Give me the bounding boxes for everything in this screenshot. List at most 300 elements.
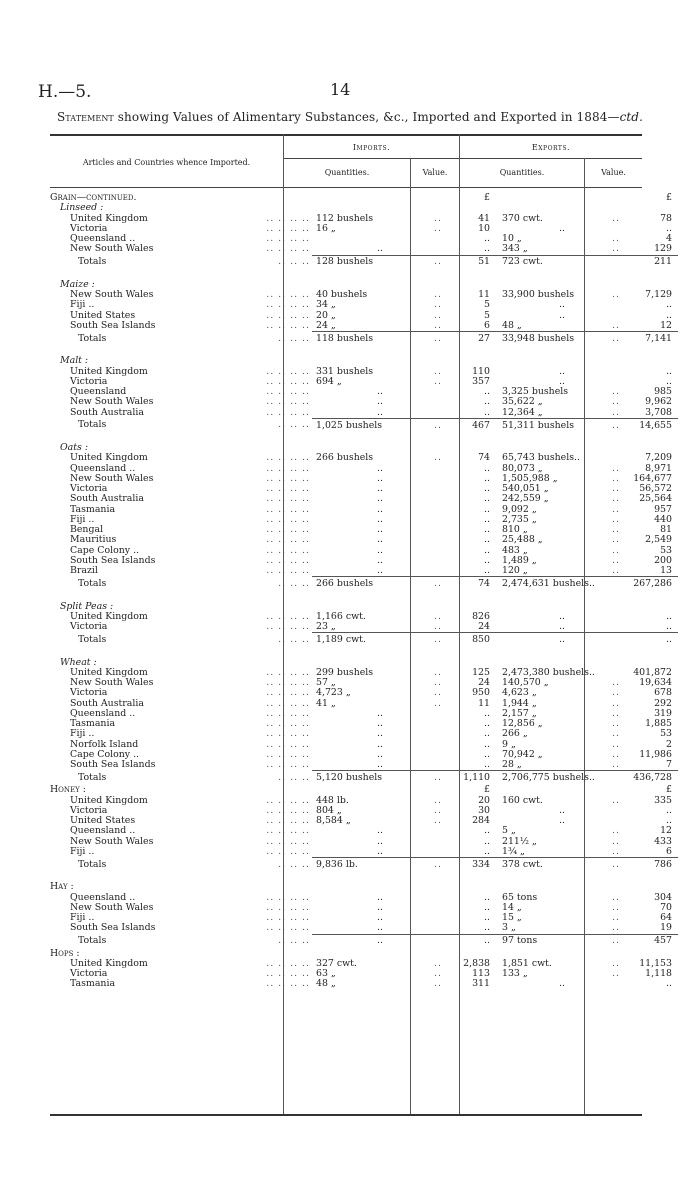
import-quantity-cell	[312, 699, 444, 709]
export-value-cell	[622, 556, 678, 566]
category-row	[50, 193, 678, 203]
cell-value: 436,728	[633, 772, 672, 784]
leader-dots: ..	[612, 234, 620, 244]
cell-value: ..	[484, 719, 490, 729]
import-value-cell	[444, 969, 498, 979]
leader-dots: .. .. .. ..	[266, 979, 310, 990]
cell-value: 804 „	[316, 805, 342, 816]
export-value-cell	[622, 678, 678, 688]
export-value-cell	[622, 826, 678, 836]
article-label: Fiji ..	[70, 913, 95, 923]
cell-value: 164,677	[633, 473, 672, 484]
cell-value: 1,944 „	[502, 698, 537, 709]
import-quantity-cell	[312, 903, 444, 913]
import-quantity-cell	[312, 979, 444, 989]
table-row	[50, 546, 678, 556]
cell-value: ..	[377, 760, 383, 770]
article-cell	[50, 771, 312, 786]
leader-dots: .. .. .. ..	[266, 525, 310, 535]
leader-dots: .. .. .. ..	[266, 514, 310, 525]
export-value-cell	[622, 893, 678, 903]
cell-value: 266 „	[502, 729, 528, 740]
article-cell	[50, 464, 312, 474]
leader-dots: ..	[434, 634, 442, 646]
import-value-cell	[444, 872, 498, 882]
leader-dots: .. .. .. ..	[266, 749, 310, 760]
leader-dots: .. .. .. ..	[266, 494, 310, 505]
export-value-cell	[622, 290, 678, 300]
article-label: United Kingdom	[70, 958, 148, 969]
cell-value: ..	[484, 566, 490, 576]
export-value-cell	[622, 484, 678, 494]
article-label: Victoria	[70, 805, 108, 816]
export-value-cell	[622, 203, 678, 213]
leader-dots: ..	[612, 719, 620, 729]
export-value-cell	[622, 647, 678, 657]
leader-dots: ..	[434, 611, 442, 622]
cell-value: 14 „	[502, 902, 522, 913]
article-label: Victoria	[70, 622, 108, 632]
article-cell	[50, 300, 312, 310]
table-row	[50, 699, 678, 709]
table-row	[50, 796, 678, 806]
export-value-cell	[622, 591, 678, 601]
export-quantity-cell	[498, 367, 622, 377]
article-cell	[50, 453, 312, 463]
import-quantity-cell	[312, 311, 444, 321]
spacer-row	[50, 647, 678, 657]
import-quantity-cell	[312, 949, 444, 959]
cell-value: ..	[377, 504, 383, 515]
cell-value: 467	[472, 419, 490, 431]
article-cell: Hay :	[50, 882, 74, 893]
cell-value: 28 „	[502, 760, 522, 770]
export-value-cell	[622, 760, 678, 771]
leader-dots: ..	[612, 858, 620, 870]
article-cell	[50, 535, 312, 545]
cell-value: 7,129	[645, 290, 672, 300]
header-subrule	[284, 158, 642, 159]
export-quantity-cell	[498, 387, 622, 397]
import-value-cell	[444, 882, 498, 892]
import-value-cell	[444, 923, 498, 934]
leader-dots: ..	[612, 484, 620, 494]
cell-value: ..	[377, 494, 383, 505]
cell-value: ..	[377, 739, 383, 750]
cell-value: 129	[654, 244, 672, 255]
article-cell	[50, 826, 312, 836]
leader-dots: ..	[434, 667, 442, 678]
article-label: New South Wales	[70, 397, 154, 408]
import-value-cell	[444, 729, 498, 739]
cell-value: 6	[484, 320, 490, 331]
cell-value: ..	[484, 387, 490, 397]
leader-dots: .. .. .. ..	[266, 504, 310, 515]
leader-dots: .. .. ..	[278, 633, 310, 645]
cell-value: 1,025 bushels	[316, 419, 383, 431]
cell-value: 64	[660, 913, 672, 923]
cell-value: 20 „	[316, 310, 336, 321]
import-quantity-cell	[312, 806, 444, 816]
cell-value: 850	[472, 634, 490, 646]
leader-dots: ..	[434, 979, 442, 990]
import-quantity-cell	[312, 408, 444, 419]
article-cell	[50, 934, 312, 949]
table-row	[50, 622, 678, 633]
import-quantity-cell	[312, 464, 444, 474]
cell-value: ..	[559, 805, 565, 816]
cell-value: £	[666, 785, 672, 796]
import-quantity-cell	[312, 356, 444, 366]
leader-dots: ..	[434, 320, 442, 331]
import-value-cell	[444, 602, 498, 612]
leader-dots: .. .. .. ..	[266, 611, 310, 622]
import-value-cell	[444, 255, 498, 270]
export-quantity-cell	[498, 893, 622, 903]
cell-value: 1¾ „	[502, 846, 525, 857]
export-value-cell	[622, 872, 678, 882]
import-value-cell	[444, 214, 498, 224]
cell-value: 12,856 „	[502, 719, 543, 729]
cell-value: 357	[472, 376, 490, 387]
cell-value: ..	[484, 494, 490, 505]
leader-dots: ..	[612, 504, 620, 515]
cell-value: 3 „	[502, 923, 516, 934]
article-cell	[50, 546, 312, 556]
export-value-cell	[622, 923, 678, 934]
header-top-rule	[50, 134, 642, 136]
cell-value: 9 „	[502, 739, 516, 750]
leader-dots: .. .. ..	[278, 419, 310, 431]
cell-value: 242,559 „	[502, 494, 549, 505]
leader-dots: .. .. .. ..	[266, 795, 310, 806]
export-value-cell	[622, 602, 678, 612]
table-row	[50, 290, 678, 300]
article-cell	[50, 505, 312, 515]
table-row	[50, 311, 678, 321]
cell-value: ..	[559, 376, 565, 387]
export-value-cell	[622, 979, 678, 989]
import-quantity-cell	[312, 290, 444, 300]
cell-value: 24	[478, 622, 490, 632]
export-quantity-cell	[498, 408, 622, 419]
leader-dots: ..	[612, 244, 620, 255]
article-label: Queensland ..	[70, 463, 136, 474]
export-quantity-cell	[498, 290, 622, 300]
export-quantity-cell	[498, 556, 622, 566]
cell-value: 41	[478, 213, 490, 224]
article-cell	[50, 494, 312, 504]
table-row	[50, 959, 678, 969]
header-bottom-rule	[50, 187, 642, 188]
article-label: Norfolk Island	[70, 739, 139, 750]
export-quantity-cell	[498, 709, 622, 719]
leader-dots: .. .. .. ..	[266, 310, 310, 321]
title-text: showing Values of Alimentary Substances, &c., Imported and Exported in 1884—	[113, 110, 620, 124]
article-cell	[50, 515, 312, 525]
header-imports-quantities: Quantities.	[324, 168, 370, 177]
cell-value: 65 tons	[502, 892, 538, 903]
cell-value: ..	[666, 310, 672, 321]
export-quantity-cell	[498, 847, 622, 858]
cell-value: 5	[484, 310, 490, 321]
leader-dots: ..	[612, 749, 620, 760]
article-label: Bengal	[70, 525, 104, 535]
cell-value: 3,708	[645, 407, 672, 418]
totals-row	[50, 577, 678, 592]
cell-value: 120 „	[502, 566, 528, 576]
cell-value: ..	[484, 739, 490, 750]
leader-dots: .. .. ..	[278, 858, 310, 870]
import-value-cell	[444, 418, 498, 433]
cell-value: ..	[484, 749, 490, 760]
cell-value: £	[484, 193, 490, 203]
article-cell: Oats :	[60, 443, 88, 453]
import-value-cell	[444, 224, 498, 234]
cell-value: 113	[472, 969, 490, 979]
import-quantity-cell	[312, 591, 444, 601]
article-cell	[50, 647, 312, 657]
leader-dots: .. .. .. ..	[266, 622, 310, 632]
article-cell	[50, 903, 312, 913]
leader-dots: ..	[612, 708, 620, 719]
cell-value: 334	[472, 858, 490, 870]
cell-value: ..	[377, 836, 383, 847]
cell-value: 6	[666, 846, 672, 857]
cell-value: 1,189 cwt.	[316, 634, 366, 646]
import-quantity-cell	[312, 816, 444, 826]
cell-value: ..	[559, 366, 565, 377]
cell-value: ..	[484, 484, 490, 494]
cell-value: 950	[472, 688, 490, 699]
export-value-cell	[622, 658, 678, 668]
cell-value: ..	[666, 366, 672, 377]
cell-value: 292	[654, 698, 672, 709]
leader-dots: ..	[434, 290, 442, 300]
article-label: Cape Colony ..	[70, 545, 140, 556]
cell-value: 327 cwt.	[316, 958, 357, 969]
export-quantity-cell	[498, 934, 622, 949]
import-value-cell	[444, 387, 498, 397]
cell-value: 25,564	[639, 494, 672, 505]
cell-value: ..	[666, 611, 672, 622]
leader-dots: .. .. .. ..	[266, 387, 310, 397]
cell-value: 304	[654, 892, 672, 903]
import-quantity-cell	[312, 709, 444, 719]
export-value-cell	[622, 882, 678, 892]
cell-value: ..	[666, 376, 672, 387]
cell-value: ..	[666, 979, 672, 990]
leader-dots: .. .. .. ..	[266, 463, 310, 474]
cell-value: ..	[377, 913, 383, 923]
leader-dots: ..	[612, 463, 620, 474]
leader-dots: .. .. .. ..	[266, 484, 310, 494]
export-value-cell	[622, 321, 678, 332]
export-value-cell	[622, 847, 678, 858]
article-label: New South Wales	[70, 902, 154, 913]
import-value-cell	[444, 622, 498, 633]
import-quantity-cell	[312, 771, 444, 786]
import-value-cell	[444, 408, 498, 419]
export-quantity-cell	[498, 433, 622, 443]
import-quantity-cell	[312, 332, 444, 347]
cell-value: ..	[377, 525, 383, 535]
export-quantity-cell	[498, 377, 622, 387]
article-cell: Maize :	[60, 279, 95, 290]
import-value-cell	[444, 719, 498, 729]
import-quantity-cell	[312, 535, 444, 545]
totals-row	[50, 332, 678, 347]
article-cell: Malt :	[60, 356, 89, 367]
table-row	[50, 847, 678, 858]
import-quantity-cell	[312, 678, 444, 688]
export-value-cell	[622, 622, 678, 633]
export-quantity-cell	[498, 858, 622, 873]
export-quantity-cell	[498, 785, 622, 795]
export-quantity-cell	[498, 270, 622, 280]
cell-value: 211½ „	[502, 836, 537, 847]
export-value-cell	[622, 494, 678, 504]
export-quantity-cell	[498, 622, 622, 633]
import-quantity-cell	[312, 453, 444, 463]
leader-dots: .. .. .. ..	[266, 902, 310, 913]
article-cell	[50, 979, 312, 989]
cell-value: 1,166 cwt.	[316, 611, 366, 622]
leader-dots: ..	[612, 407, 620, 418]
import-value-cell	[444, 647, 498, 657]
import-quantity-cell	[312, 224, 444, 234]
cell-value: 160 cwt.	[502, 795, 543, 806]
article-cell	[50, 311, 312, 321]
cell-value: ..	[559, 223, 565, 234]
leader-dots: ..	[434, 366, 442, 377]
cell-value: 723 cwt.	[502, 256, 543, 268]
article-label: Totals	[78, 577, 107, 589]
leader-dots: ..	[434, 795, 442, 806]
cell-value: 4,623 „	[502, 688, 537, 699]
cell-value: ..	[377, 902, 383, 913]
cell-value: 9,962	[645, 397, 672, 408]
export-quantity-cell	[498, 346, 622, 356]
leader-dots: ..	[612, 320, 620, 331]
export-quantity-cell	[498, 678, 622, 688]
leader-dots: .. .. .. ..	[266, 678, 310, 688]
cell-value: 200	[654, 555, 672, 566]
article-cell	[50, 678, 312, 688]
import-quantity-cell	[312, 913, 444, 923]
leader-dots: ..	[612, 678, 620, 688]
article-cell	[50, 622, 312, 633]
import-value-cell	[444, 346, 498, 356]
leader-dots: ..	[612, 826, 620, 837]
cell-value: 786	[654, 858, 672, 870]
export-quantity-cell	[498, 658, 622, 668]
article-cell	[50, 858, 312, 873]
export-value-cell	[622, 270, 678, 280]
leader-dots: ..	[612, 213, 620, 224]
article-cell	[50, 959, 312, 969]
import-quantity-cell	[312, 525, 444, 535]
export-quantity-cell	[498, 872, 622, 882]
import-quantity-cell	[312, 796, 444, 806]
cell-value: 8,971	[645, 463, 672, 474]
leader-dots: .. .. .. ..	[266, 836, 310, 847]
leader-dots: .. .. .. ..	[266, 223, 310, 234]
import-value-cell	[444, 356, 498, 366]
cell-value: ..	[484, 760, 490, 770]
totals-row	[50, 858, 678, 873]
table-row	[50, 474, 678, 484]
article-label: New South Wales	[70, 473, 154, 484]
cell-value: 70	[660, 902, 672, 913]
import-quantity-cell	[312, 785, 444, 795]
leader-dots: .. .. ..	[278, 935, 310, 947]
cell-value: ..	[377, 846, 383, 857]
import-value-cell	[444, 546, 498, 556]
import-quantity-cell	[312, 397, 444, 407]
cell-value: 51,311 bushels	[502, 419, 575, 431]
export-quantity-cell	[498, 949, 622, 959]
table-row	[50, 729, 678, 739]
cell-value: 11	[478, 290, 490, 300]
leader-dots: ..	[612, 729, 620, 740]
leader-dots: ..	[434, 958, 442, 969]
export-value-cell	[622, 785, 678, 795]
cell-value: 27	[478, 332, 490, 344]
export-quantity-cell	[498, 234, 622, 244]
export-quantity-cell	[498, 193, 622, 203]
cell-value: 284	[472, 816, 490, 826]
cell-value: 311	[472, 979, 490, 990]
export-quantity-cell	[498, 771, 622, 786]
import-value-cell	[444, 505, 498, 515]
import-value-cell	[444, 453, 498, 463]
article-cell	[50, 408, 312, 419]
import-value-cell	[444, 858, 498, 873]
export-quantity-cell	[498, 525, 622, 535]
article-label: South Australia	[70, 407, 144, 418]
import-quantity-cell	[312, 474, 444, 484]
export-value-cell	[622, 903, 678, 913]
export-quantity-cell	[498, 816, 622, 826]
cell-value: 65,743 bushels..	[502, 453, 580, 464]
cell-value: ..	[377, 935, 383, 947]
export-value-cell	[622, 796, 678, 806]
cell-value: 1,505,988 „	[502, 473, 558, 484]
leader-dots: .. .. .. ..	[266, 923, 310, 934]
article-cell	[50, 750, 312, 760]
cell-value: 34 „	[316, 300, 336, 311]
export-quantity-cell	[498, 647, 622, 657]
cell-value: 24 „	[316, 320, 336, 331]
cell-value: ..	[377, 555, 383, 566]
export-value-cell	[622, 837, 678, 847]
totals-row	[50, 771, 678, 786]
cell-value: 401,872	[633, 667, 672, 678]
export-quantity-cell	[498, 418, 622, 433]
import-quantity-cell	[312, 418, 444, 433]
totals-row	[50, 934, 678, 949]
leader-dots: .. .. .. ..	[266, 366, 310, 377]
table-row	[50, 740, 678, 750]
article-cell	[50, 433, 312, 443]
leader-dots: ..	[434, 223, 442, 234]
export-quantity-cell	[498, 796, 622, 806]
table-row	[50, 234, 678, 244]
export-value-cell	[622, 699, 678, 709]
article-cell	[50, 668, 312, 678]
table-row	[50, 903, 678, 913]
